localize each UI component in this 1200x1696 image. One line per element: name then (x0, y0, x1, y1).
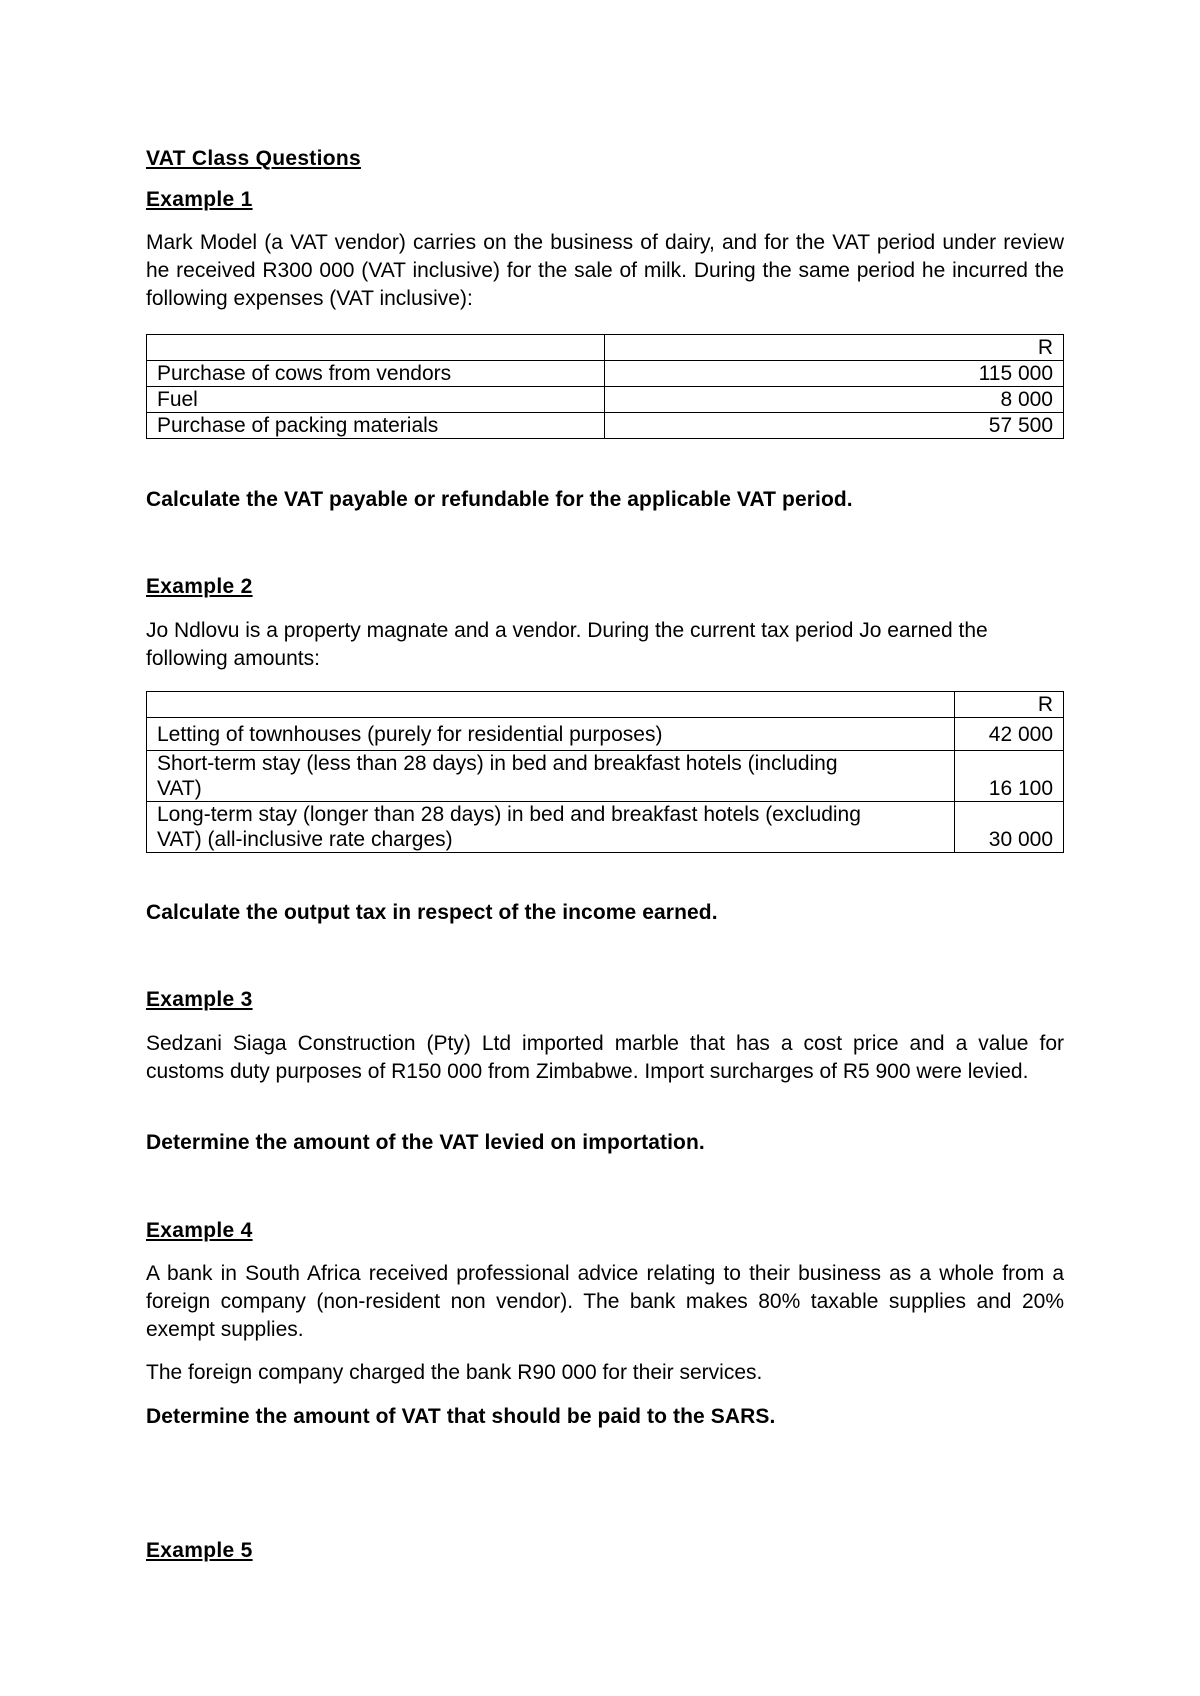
income-label-line: Long-term stay (longer than 28 days) in bed and breakfast hotels (excluding (157, 803, 861, 826)
income-label (147, 802, 955, 853)
table-row (147, 718, 1064, 751)
table-row (147, 802, 1064, 853)
document-title: VAT Class Questions (146, 147, 361, 170)
income-label-line: Short-term stay (less than 28 days) in bed and breakfast hotels (including (157, 752, 838, 775)
expense-amount: 57 500 (605, 413, 1064, 439)
expense-label: Purchase of cows from vendors (147, 361, 605, 387)
example-4-task: Determine the amount of VAT that should be paid to the SARS. (146, 1405, 776, 1428)
currency-header: R (955, 692, 1064, 718)
table-row (147, 361, 1064, 387)
table-row (147, 751, 1064, 802)
table-cell (147, 335, 605, 361)
example-2-task: Calculate the output tax in respect of the income earned. (146, 901, 718, 924)
income-amount: 30 000 (955, 802, 1064, 853)
expense-amount: 8 000 (605, 387, 1064, 413)
example-2-intro: Jo Ndlovu is a property magnate and a vendor. During the current tax period Jo earned the following amounts: (146, 619, 988, 670)
expense-amount: 115 000 (605, 361, 1064, 387)
example-5-heading: Example 5 (146, 1539, 253, 1562)
table-row (147, 413, 1064, 439)
example-1-intro: Mark Model (a VAT vendor) carries on the business of dairy, and for the VAT period under review he received R300 000 (VAT inclusive) for the sale of milk. During the same period he incurred the following expenses (VAT inclusive): (146, 231, 1064, 310)
example-3-task: Determine the amount of the VAT levied on importation. (146, 1131, 705, 1154)
example-1-heading: Example 1 (146, 188, 253, 211)
table-header-row (147, 692, 1064, 718)
example-2-table (146, 691, 1064, 853)
income-label-line: VAT) (157, 777, 202, 800)
expense-label: Purchase of packing materials (147, 413, 605, 439)
table-row (147, 387, 1064, 413)
income-amount: 42 000 (955, 718, 1064, 751)
example-3-heading: Example 3 (146, 988, 253, 1011)
currency-header: R (605, 335, 1064, 361)
table-cell (147, 692, 955, 718)
example-1-table (146, 334, 1064, 439)
example-1-task: Calculate the VAT payable or refundable for the applicable VAT period. (146, 488, 853, 511)
example-3-intro: Sedzani Siaga Construction (Pty) Ltd imported marble that has a cost price and a value for customs duty purposes of R150 000 from Zimbabwe. Import surcharges of R5 900 were levied. (146, 1032, 1064, 1083)
income-label: Letting of townhouses (purely for residential purposes) (147, 718, 955, 751)
table-header-row (147, 335, 1064, 361)
example-4-intro: A bank in South Africa received professional advice relating to their business as a whole from a foreign company (non-resident non vendor). The bank makes 80% taxable supplies and 20% exempt supplies. (146, 1262, 1064, 1341)
income-label (147, 751, 955, 802)
example-4-intro-2: The foreign company charged the bank R90 000 for their services. (146, 1361, 763, 1384)
income-label-line: VAT) (all-inclusive rate charges) (157, 828, 453, 851)
income-amount: 16 100 (955, 751, 1064, 802)
example-4-heading: Example 4 (146, 1219, 253, 1242)
expense-label: Fuel (147, 387, 605, 413)
example-2-heading: Example 2 (146, 575, 253, 598)
